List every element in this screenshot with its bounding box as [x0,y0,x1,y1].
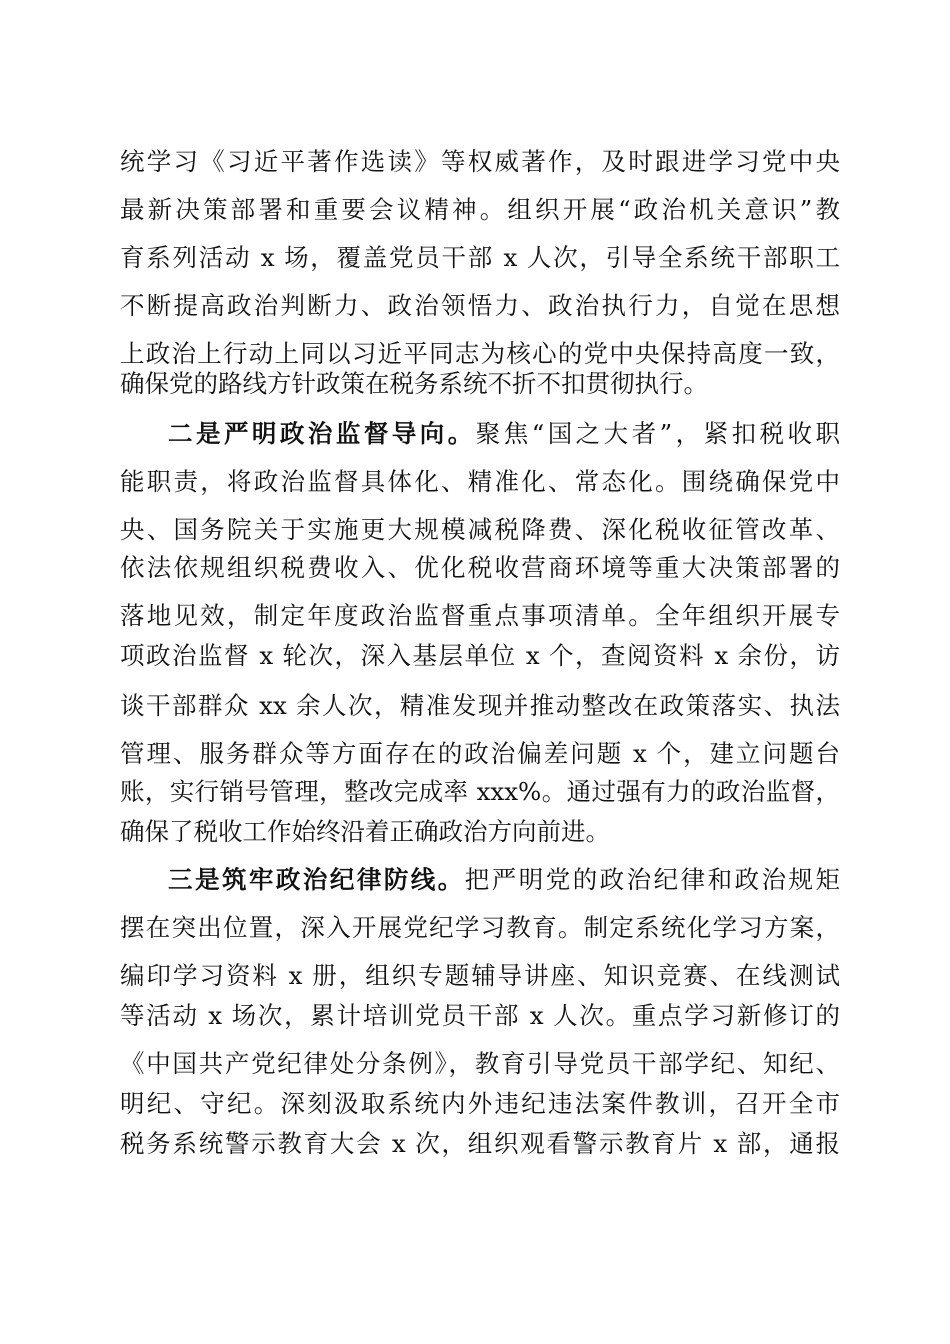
paragraph-2-line-6: 项政治监督 x 轮次，深入基层单位 x 个，查阅资料 x 余份，访 [120,641,840,670]
paragraph-2-line-8: 管理、服务群众等方面存在的政治偏差问题 x 个，建立问题台 [120,739,840,768]
paragraph-2-line-9: 账，实行销号管理，整改完成率 xxx%。通过强有力的政治监督， [120,777,840,806]
paragraph-1-line-5: 上政治上行动上同以习近平同志为核心的党中央保持高度一致， [120,339,840,368]
paragraph-3-line-1-text: 把严明党的政治纪律和政治规矩 [464,865,841,894]
paragraph-2-line-5: 落地见效，制定年度政治监督重点事项清单。全年组织开展专 [120,601,840,630]
paragraph-3-line-1 [168,860,840,900]
paragraph-3-heading: 三是筑牢政治纪律防线。 [168,865,465,894]
paragraph-2-line-10: 确保了税收工作始终沿着正确政治方向前进。 [120,817,610,846]
paragraph-3-line-7: 税务系统警示教育大会 x 次，组织观看警示教育片 x 部，通报 [120,1129,840,1158]
paragraph-2-line-4: 依法依规组织税费收入、优化税收营商环境等重大决策部署的 [120,553,840,582]
paragraph-3-line-4: 等活动 x 场次，累计培训党员干部 x 人次。重点学习新修订的 [120,1001,840,1030]
paragraph-3-line-2: 摆在突出位置，深入开展党纪学习教育。制定系统化学习方案， [120,913,840,942]
paragraph-1-line-3: 育系列活动 x 场，覆盖党员干部 x 人次，引导全系统干部职工 [120,243,840,272]
paragraph-2-line-3: 央、国务院关于实施更大规模减税降费、深化税收征管改革、 [120,515,840,544]
paragraph-2-line-2: 能职责，将政治监督具体化、精准化、常态化。围绕确保党中 [120,467,840,496]
paragraph-2-heading: 二是严明政治监督导向。 [168,419,476,448]
paragraph-1-line-4: 不断提高政治判断力、政治领悟力、政治执行力，自觉在思想 [120,291,840,320]
paragraph-2-line-7: 谈干部群众 xx 余人次，精准发现并推动整改在政策落实、执法 [120,691,840,720]
paragraph-3-line-6: 明纪、守纪。深刻汲取系统内外违纪违法案件教训，召开全市 [120,1089,840,1118]
paragraph-2-line-1 [168,414,840,454]
paragraph-1-line-6: 确保党的路线方针政策在税务系统不折不扣贯彻执行。 [120,369,708,398]
paragraph-3-line-5: 《中国共产党纪律处分条例》，教育引导党员干部学纪、知纪、 [120,1049,840,1078]
paragraph-3-line-3: 编印学习资料 x 册，组织专题辅导讲座、知识竞赛、在线测试 [120,961,840,990]
paragraph-1-line-2: 最新决策部署和重要会议精神。组织开展“政治机关意识”教 [120,195,840,224]
paragraph-2-line-1-text: 聚焦“国之大者”，紧扣税收职 [475,419,840,448]
paragraph-1-line-1: 统学习《习近平著作选读》等权威著作，及时跟进学习党中央 [120,147,840,176]
